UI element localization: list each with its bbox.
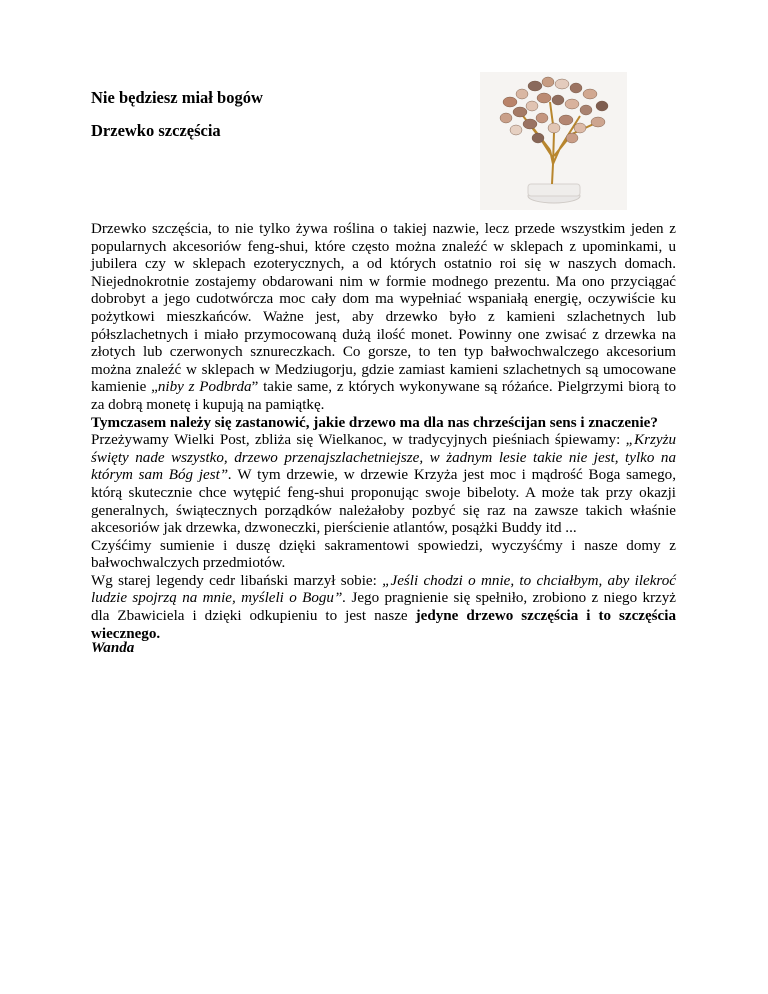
article-subtitle: Drzewko szczęścia xyxy=(91,121,221,140)
gemstone-tree-photo xyxy=(480,72,627,210)
article-body xyxy=(91,221,676,643)
article-title: Nie będziesz miał bogów xyxy=(91,88,263,107)
paragraph-lent: Przeżywamy Wielki Post, zbliża się Wielkanoc, w tradycyjnych pieśniach śpiewamy: „Krzyżu święty nade wszystko, drzewo przenajszlachetniejsze, w żadnym lesie takie nie jest, tylko na którym sam Bóg jest”. W tym drzewie, w drzewie Krzyża jest moc i mądrość Boga samego, którą skutecznie chce wytępić feng-shui proponując swoje bibeloty. A może tak przy okazji generalnych, świątecznych porządków należałoby pozbyć się raz na zawsze takich właśnie akcesoriów jak drzewka, dzwoneczki, pierścienie atlantów, posążki Buddy itd ... xyxy=(91,432,676,537)
author-signature: Wanda xyxy=(91,640,135,656)
paragraph-feng-shui: Drzewko szczęścia, to nie tylko żywa roślina o takiej nazwie, lecz przede wszystkim jeden z popularnych akcesoriów feng-shui, które często można znaleźć w sklepach z upominkami, u jubilera czy w sklepach ezoterycznych, a od których ostatnio roi się w naszych domach. Niejednokrotnie zostajemy obdarowani nim w formie modnego prezentu. Ma ono przyciągać dobrobyt a jego cudotwórcza moc cały dom ma wypełniać wspaniałą energię, oczywiście ku pożytkowi mieszkańców. Ważne jest, aby drzewko było z kamieni szlachetnych lub półszlachetnych i miało przymocowaną dużą ilość monet. Powinny one zwisać z drzewka na złotych lub czerwonych sznureczkach. Co gorsze, to ten typ bałwochwalczego akcesorium można znaleźć w sklepach w Medziugorju, gdzie zamiast kamieni szlachetnych są umocowane kamienie „niby z Podbrda” takie same, z których wykonywane są różańce. Pielgrzymi biorą to za dobrą monetę i kupują na pamiątkę. xyxy=(91,221,676,413)
question-paragraph: Tymczasem należy się zastanowić, jakie drzewo ma dla nas chrześcijan sens i znaczenie? xyxy=(91,414,658,431)
paragraph-confession: Czyśćimy sumienie i duszę dzięki sakramentowi spowiedzi, wyczyśćmy i nasze domy z bałwochwalczych przedmiotów. xyxy=(91,537,676,572)
paragraph-cedar: Wg starej legendy cedr libański marzył sobie: „Jeśli chodzi o mnie, to chciałbym, aby ilekroć ludzie spojrzą na mnie, myśleli o Bogu”. Jego pragnienie się spełniło, zrobiono z niego krzyż dla Zbawiciela i dzięki odkupieniu to jest nasze jedyne drzewo szczęścia i to szczęścia wiecznego. xyxy=(91,572,676,642)
